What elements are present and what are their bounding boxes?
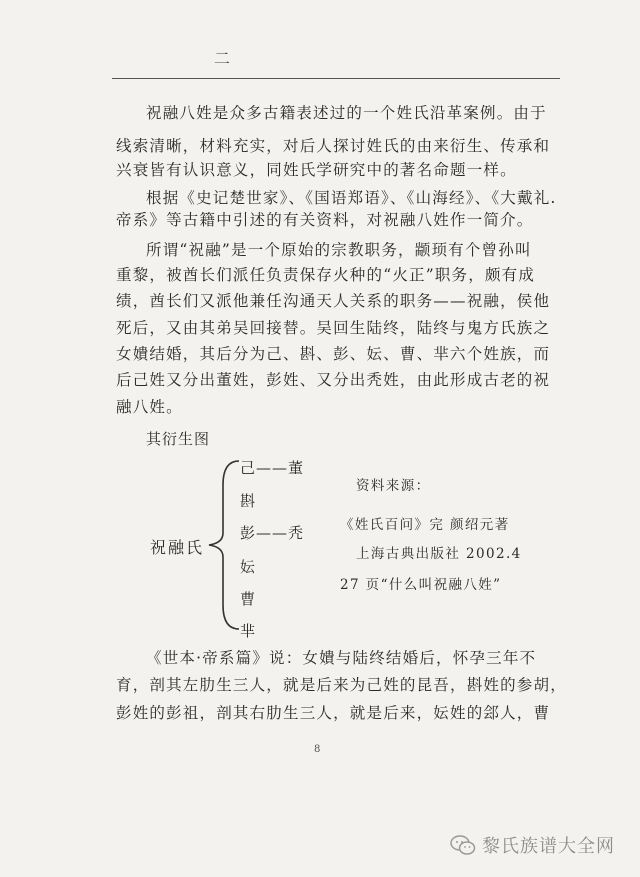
paragraph-line: 根据《史记楚世家》、《国语郑语》、《山海经》、《大戴礼. bbox=[146, 189, 557, 207]
paragraph-line: 帝系》等古籍中引述的有关资料，对祝融八姓作一简介。 bbox=[116, 211, 534, 229]
tree-branch: 己——董 bbox=[240, 459, 305, 477]
paragraph-line: 《世本·帝系篇》说：女嬇与陆终结婚后，怀孕三年不 bbox=[146, 649, 537, 667]
paragraph-line: 兴衰皆有认识意义，同姓氏学研究中的著名命题一样。 bbox=[116, 161, 517, 179]
paragraph-line: 死后，又由其弟吴回接替。吴回生陆终，陆终与鬼方氏族之 bbox=[116, 319, 551, 337]
paragraph-line: 后己姓又分出董姓，彭姓、又分出秃姓，由此形成古老的祝 bbox=[116, 371, 551, 389]
header-mark: 二 bbox=[214, 49, 231, 68]
paragraph-line: 育，剖其左肋生三人，就是后来为己姓的昆吾，斟姓的参胡， bbox=[116, 676, 567, 694]
watermark-text: 黎氏族谱大全网 bbox=[482, 836, 615, 857]
paragraph-line: 重黎，被酋长们派任负责保存火种的“火正”职务，颇有成 bbox=[116, 266, 536, 284]
paragraph-line: 绩，酋长们又派他兼任沟通天人关系的职务——祝融，侯他 bbox=[116, 292, 551, 310]
source-page: 27 页“什么叫祝融八姓” bbox=[340, 577, 502, 593]
source-book: 《姓氏百问》完 颜绍元著 bbox=[340, 517, 510, 533]
watermark bbox=[450, 832, 615, 858]
tree-bracket bbox=[205, 455, 245, 635]
paragraph-line: 祝融八姓是众多古籍表述过的一个姓氏沿革案例。由于 bbox=[146, 104, 547, 122]
header-rule bbox=[112, 78, 560, 79]
tree-branch: 曹 bbox=[240, 590, 257, 608]
paragraph-line: 融八姓。 bbox=[116, 398, 183, 416]
source-label: 资料来源： bbox=[356, 478, 431, 494]
paragraph-line: 所谓“祝融”是一个原始的宗教职务，颛顼有个曾孙叫 bbox=[146, 241, 532, 259]
paragraph-line: 线索清晰，材料充实，对后人探讨姓氏的由来衍生、传承和 bbox=[116, 137, 551, 155]
tree-branch: 斟 bbox=[240, 492, 257, 510]
tree-branch: 芈 bbox=[240, 622, 257, 640]
paragraph-line: 彭姓的彭祖，剖其右肋生三人，就是后来，妘姓的郐人，曹 bbox=[116, 704, 551, 722]
tree-root: 祝融氏 bbox=[150, 538, 205, 557]
page-number: 8 bbox=[314, 744, 321, 755]
paragraph-line: 女嬇结婚，其后分为己、斟、彭、妘、曹、芈六个姓族，而 bbox=[116, 345, 551, 363]
source-publisher: 上海古典出版社 2002.4 bbox=[356, 546, 522, 562]
diagram-caption: 其衍生图 bbox=[146, 430, 211, 448]
wechat-icon bbox=[450, 834, 476, 856]
tree-branch: 妘 bbox=[240, 558, 257, 576]
tree-branch: 彭——秃 bbox=[240, 524, 305, 542]
